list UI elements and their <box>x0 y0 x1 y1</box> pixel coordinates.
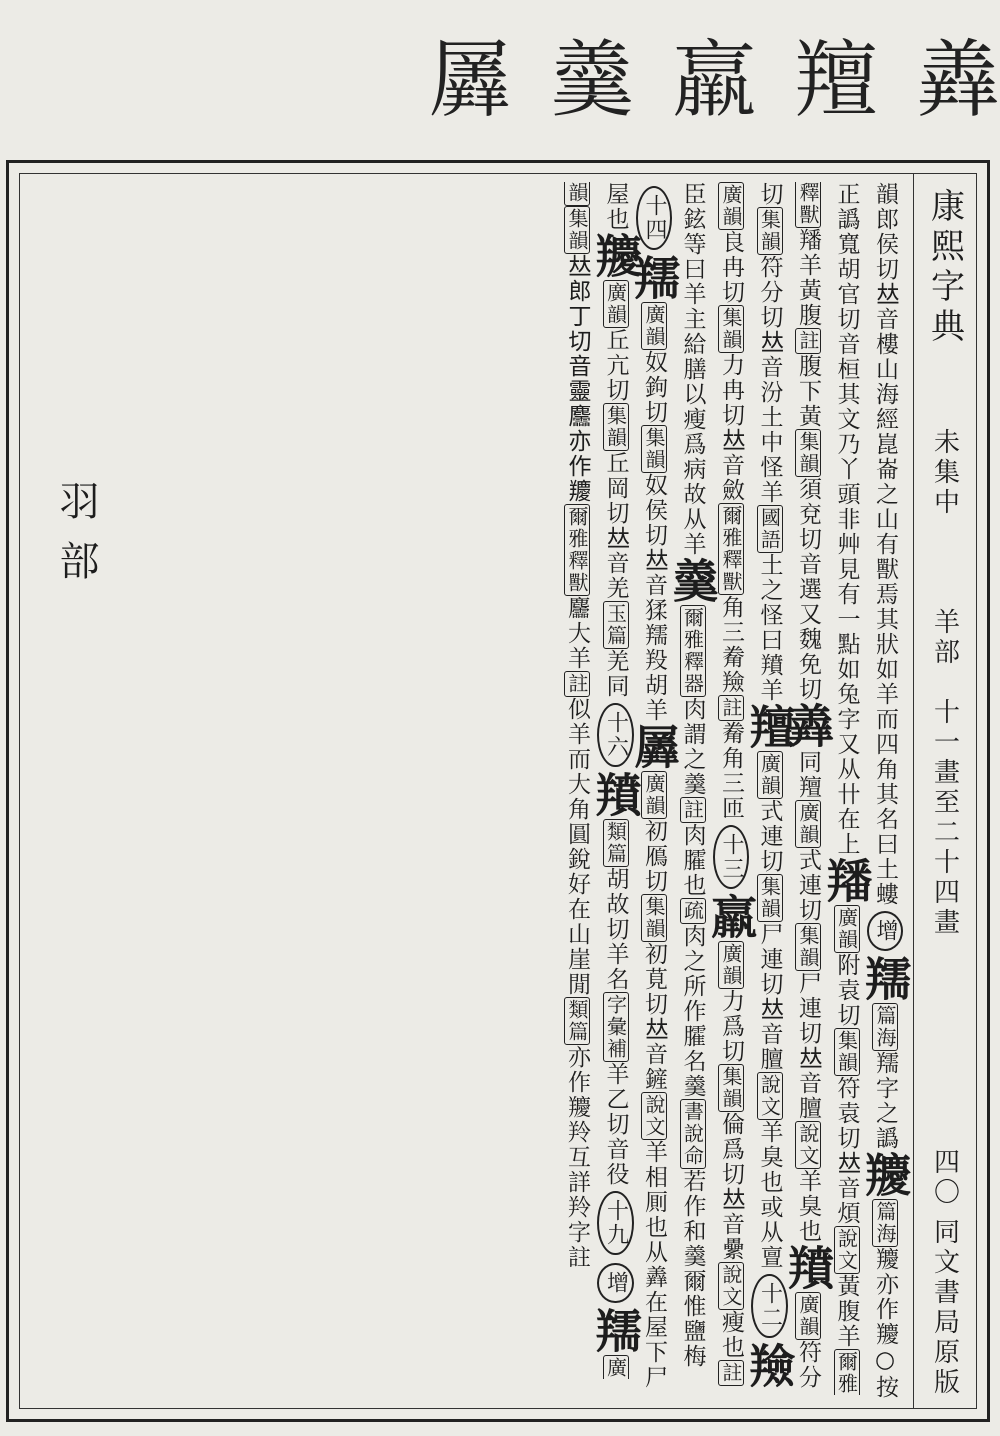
headword: 羻 <box>858 1151 912 1199</box>
header-char: 羴 <box>915 31 1000 129</box>
source-tag: 字彙補 <box>603 994 628 1060</box>
definition-text: 臣鉉等曰羊主給膳以瘦爲病故从羊 <box>679 182 706 557</box>
definition-text: 羊乙切音役 <box>602 1062 629 1187</box>
definition-text: 角三觠羷 <box>718 595 744 695</box>
headword: 羼 <box>627 723 681 771</box>
source-tag: 篇海 <box>873 1201 897 1245</box>
definition-text: 奴鉤切 <box>641 350 667 425</box>
headword: 羺 <box>858 955 912 1003</box>
definition-text: 黃腹羊 <box>833 1274 860 1349</box>
definition-text: 尸連切𠀤音膻 <box>795 971 821 1121</box>
source-tag: 類篇 <box>603 821 628 865</box>
definition-text: 符袁切𠀤音煩 <box>833 1076 860 1226</box>
source-tag: 國語 <box>757 507 782 551</box>
definition-text: 附袁切 <box>833 953 860 1028</box>
definition-text: 羺字之譌 <box>872 1051 898 1151</box>
headword: 羶 <box>742 703 797 751</box>
stroke-count-marker: 十三 <box>713 825 749 889</box>
source-tag: 說文 <box>834 1228 859 1272</box>
definition-text: 瘦也 <box>718 1310 744 1360</box>
source-tag: 廣韻 <box>796 802 820 846</box>
headword: 羸 <box>704 893 758 941</box>
definition-text: 𠀤郎丁切音靈麢亦作羻 <box>564 254 590 504</box>
definition-text: 符分切 <box>756 182 821 1390</box>
definition-text: 亦作羻羚互詳羚字註 <box>564 1045 590 1270</box>
definition-text: 羳羊黃腹 <box>795 228 821 328</box>
volume-label: 未集中 <box>929 428 960 518</box>
stroke-count-marker: 十四 <box>636 186 672 250</box>
source-tag: 廣韻 <box>603 282 628 326</box>
source-tag: 集韻 <box>796 431 820 475</box>
source-tag: 集韻 <box>796 925 820 969</box>
source-tag: 廣韻 <box>757 753 782 797</box>
source-tag: 廣韻 <box>719 943 743 987</box>
publisher-label: 同文書局原版 <box>929 1218 960 1398</box>
source-tag: 廣韻 <box>642 304 666 348</box>
source-tag: 篇海 <box>873 1005 897 1049</box>
source-tag: 註 <box>719 697 743 719</box>
source-tag: 集韻 <box>757 876 782 920</box>
source-tag: 說文 <box>757 1074 782 1118</box>
dictionary-text-body <box>28 182 912 1400</box>
headword: 羴 <box>781 702 835 750</box>
source-tag: 說文 <box>796 1123 820 1167</box>
headword: 羹 <box>665 557 720 605</box>
definition-text: 土之怪曰羵羊 <box>756 553 783 703</box>
stroke-count-marker: 十六 <box>597 703 633 767</box>
definition-text: 須兗切音選又魏免切 <box>795 477 821 702</box>
definition-text: 韻郎侯切𠀤音樓山海經崑崙之山有獸焉其狀如羊而四角其名曰土螻 <box>872 182 898 907</box>
source-tag: 廣韻 <box>719 184 743 228</box>
definition-text: 羻亦作羻○按正譌寬胡官切音桓其文乃丫頭非艸見有一點如兔字又从卄在上 <box>833 182 898 1400</box>
definition-text: 觠角三匝 <box>718 721 744 821</box>
source-tag: 爾雅釋獸 <box>796 182 859 1395</box>
definition-text: 力冉切𠀤音斂 <box>718 353 744 503</box>
headword: 羺 <box>627 254 681 302</box>
definition-text: 似羊而大角圓銳好在山崖閒 <box>564 697 590 997</box>
headword: 羳 <box>819 857 874 905</box>
definition-text: 羊臭也或从亶 <box>756 1120 783 1270</box>
source-tag: 註 <box>565 673 589 695</box>
definition-text: 式連切 <box>756 799 783 874</box>
stroke-count-marker: 增 <box>597 1263 633 1303</box>
headword: 羷 <box>742 1342 797 1390</box>
stroke-count-marker: 十九 <box>597 1191 633 1255</box>
header-char: 羼 <box>427 31 512 129</box>
margin-info-column <box>913 174 976 1408</box>
definition-text: 奴侯切𠀤音猱羺羖胡羊 <box>641 473 667 723</box>
source-tag: 集韻 <box>642 896 666 940</box>
book-title: 康熙字典 <box>924 188 965 348</box>
source-tag: 類篇 <box>565 999 589 1043</box>
source-tag: 集韻 <box>834 1030 859 1074</box>
definition-text: 初鴈切 <box>641 819 667 894</box>
header-char: 羶 <box>793 31 878 129</box>
source-tag: 註 <box>719 1362 743 1384</box>
definition-text: 符分切𠀤音汾土中怪羊 <box>756 255 783 505</box>
header-character-strip <box>150 20 1000 140</box>
definition-text: 良冉切 <box>718 230 744 305</box>
source-tag: 集韻 <box>719 307 743 351</box>
source-tag: 廣韻 <box>834 907 859 951</box>
definition-text: 肉臛也 <box>679 823 706 898</box>
definition-text: 若作和羹爾惟鹽梅 <box>679 1169 706 1369</box>
definition-text: 麢大羊 <box>564 596 590 671</box>
source-tag: 說文 <box>719 1264 743 1308</box>
definition-text: 初莧切𠀤音鏟 <box>641 942 667 1092</box>
radical-section-label: 羽部 <box>46 474 107 606</box>
source-tag: 爾雅釋獸 <box>565 506 589 594</box>
source-tag: 玉篇 <box>603 603 628 647</box>
source-tag: 書說命 <box>680 1101 705 1167</box>
source-tag: 集韻 <box>565 208 589 252</box>
definition-text: 羊臭也 <box>795 1169 821 1244</box>
page-frame <box>6 160 990 1422</box>
section-label: 羊部 十一畫至二十四畫 <box>929 608 960 938</box>
source-tag: 廣韻 <box>565 182 628 1379</box>
definition-text: 尸連切𠀤音膻 <box>756 922 783 1072</box>
headword: 羺 <box>588 1307 643 1355</box>
headword: 羻 <box>588 232 643 280</box>
definition-text: 式連切 <box>795 848 821 923</box>
source-tag: 集韻 <box>642 427 666 471</box>
source-tag: 爾雅釋器 <box>680 607 705 695</box>
definition-text: 肉之所作臛名羹 <box>679 924 706 1099</box>
stroke-count-marker: 增 <box>867 911 903 951</box>
source-tag: 集韻 <box>719 1066 743 1110</box>
page-frame-inner <box>19 173 977 1409</box>
definition-text: 同羶 <box>795 750 821 800</box>
source-tag: 註 <box>680 799 705 821</box>
source-tag: 爾雅釋獸 <box>719 505 743 593</box>
source-tag: 集韻 <box>603 405 628 449</box>
header-char: 羸 <box>671 31 756 129</box>
source-tag: 註 <box>796 330 820 352</box>
definition-text: 腹下黃 <box>795 354 821 429</box>
source-tag: 說文 <box>642 1094 666 1138</box>
definition-text: 羌同 <box>602 649 629 699</box>
definition-text: 肉謂之羹 <box>679 697 706 797</box>
page-number: 四〇 <box>929 1148 960 1208</box>
definition-text: 力爲切 <box>718 989 744 1064</box>
headword: 羵 <box>588 771 643 819</box>
definition-text: 丘岡切𠀤音羌 <box>602 451 629 601</box>
header-char: 羹 <box>549 31 634 129</box>
definition-text: 倫爲切𠀤音纍 <box>718 1112 744 1262</box>
source-tag: 廣韻 <box>642 773 666 817</box>
headword: 羵 <box>781 1244 835 1292</box>
definition-text: 胡故切羊名 <box>602 867 629 992</box>
source-tag: 疏 <box>680 900 705 922</box>
source-tag: 廣韻 <box>796 1294 820 1338</box>
definition-text: 丘亢切 <box>602 328 629 403</box>
stroke-count-marker: 十二 <box>751 1274 787 1338</box>
definition-text: 羊相厠也从羴在屋下尸屋也 <box>602 182 667 1390</box>
source-tag: 集韻 <box>757 209 782 253</box>
